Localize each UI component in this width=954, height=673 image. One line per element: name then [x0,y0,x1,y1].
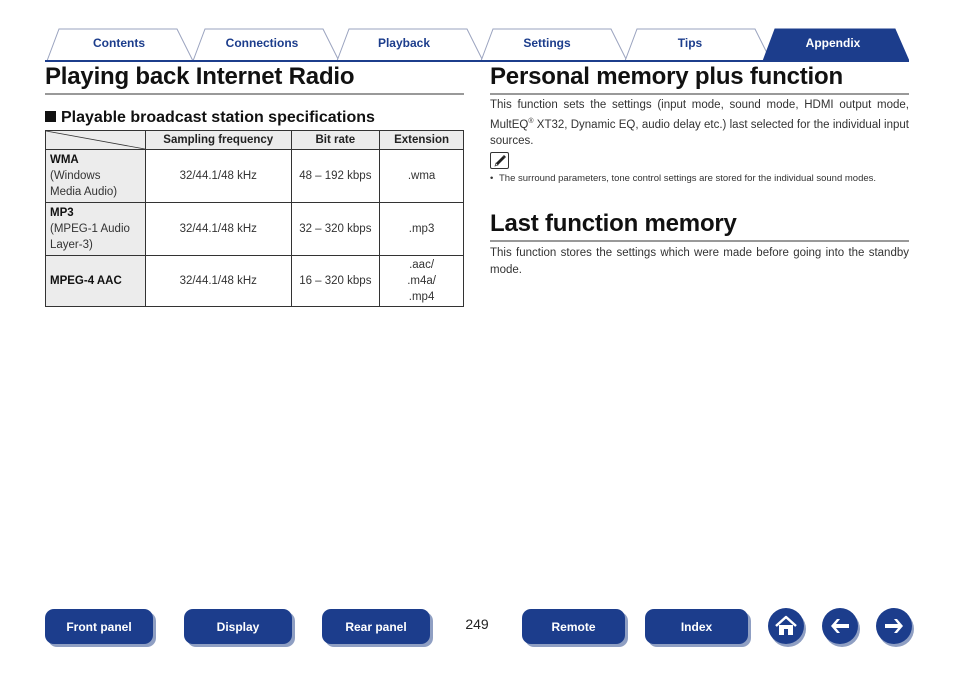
remote-button[interactable]: Remote [522,609,625,644]
front-panel-button[interactable]: Front panel [45,609,153,644]
format-detail: Layer-3) [50,239,93,251]
home-icon [768,608,804,644]
forward-button[interactable] [876,608,912,644]
tab-connections[interactable]: Connections [225,36,299,50]
format-name: MPEG-4 AAC [50,275,122,287]
bitrate-cell: 32 – 320 kbps [291,203,380,256]
note-bullet: • [490,173,494,184]
tab-appendix[interactable]: Appendix [805,36,861,50]
format-detail: (MPEG-1 Audio [50,223,130,235]
format-name: MP3 [50,207,74,219]
table-row [46,256,464,307]
bitrate-cell: 16 – 320 kbps [291,256,380,307]
pencil-icon [490,152,509,169]
extension-value: .m4a/ [407,275,436,287]
tab-contents[interactable]: Contents [93,36,145,50]
tab-settings[interactable]: Settings [523,36,571,50]
format-cell [46,256,146,307]
personal-memory-description [490,97,909,149]
display-button[interactable]: Display [184,609,292,644]
col-header-sampling: Sampling frequency [146,131,292,150]
title-rule-left [45,93,464,95]
format-detail: (Windows [50,170,101,182]
sampling-cell: 32/44.1/48 kHz [146,203,292,256]
description-text: XT32, Dynamic EQ, audio delay etc.) last selected for the individual input sources. [490,118,909,147]
col-header-bitrate: Bit rate [291,131,380,150]
extension-cell [380,256,464,307]
table-row [46,150,464,203]
format-detail: Media Audio) [50,186,118,198]
bitrate-cell: 48 – 192 kbps [291,150,380,203]
page-number: 249 [465,616,489,632]
format-cell [46,150,146,203]
index-button[interactable]: Index [645,609,748,644]
table-corner-cell [46,131,146,150]
subheading-specs [45,109,375,127]
extension-value: .aac/ [409,259,435,271]
note-item [490,172,909,186]
tab-tips[interactable]: Tips [677,36,703,50]
back-arrow-icon [822,608,858,644]
extension-cell: .wma [380,150,464,203]
last-function-description: This function stores the settings which were made before going into the standby mode. [490,247,909,276]
section-title-last-function: Last function memory [490,210,737,237]
note-text: The surround parameters, tone control settings are stored for the individual sound modes. [499,173,877,184]
tab-bar [45,27,909,62]
registered-mark: ® [528,117,534,125]
format-cell [46,203,146,256]
back-button[interactable] [822,608,858,644]
rear-panel-button[interactable]: Rear panel [322,609,430,644]
tab-playback[interactable]: Playback [377,36,431,50]
description-text: This function sets the settings (input mode, sound mode, HDMI output mode, MultEQ [490,99,909,131]
subheading-text: Playable broadcast station specifications [61,109,375,126]
home-button[interactable] [768,608,804,644]
spec-table [45,130,464,307]
square-bullet-icon [45,111,56,122]
extension-cell: .mp3 [380,203,464,256]
table-header-row [46,131,464,150]
page-title-internet-radio: Playing back Internet Radio [45,63,355,90]
format-name: WMA [50,154,79,166]
forward-arrow-icon [876,608,912,644]
title-rule-right-1 [490,93,909,95]
table-row [46,203,464,256]
extension-value: .mp4 [408,291,435,303]
sampling-cell: 32/44.1/48 kHz [146,150,292,203]
sampling-cell: 32/44.1/48 kHz [146,256,292,307]
section-title-personal-memory: Personal memory plus function [490,63,843,90]
col-header-extension: Extension [380,131,464,150]
title-rule-right-2 [490,240,909,242]
tab-bar-underline [45,60,909,62]
